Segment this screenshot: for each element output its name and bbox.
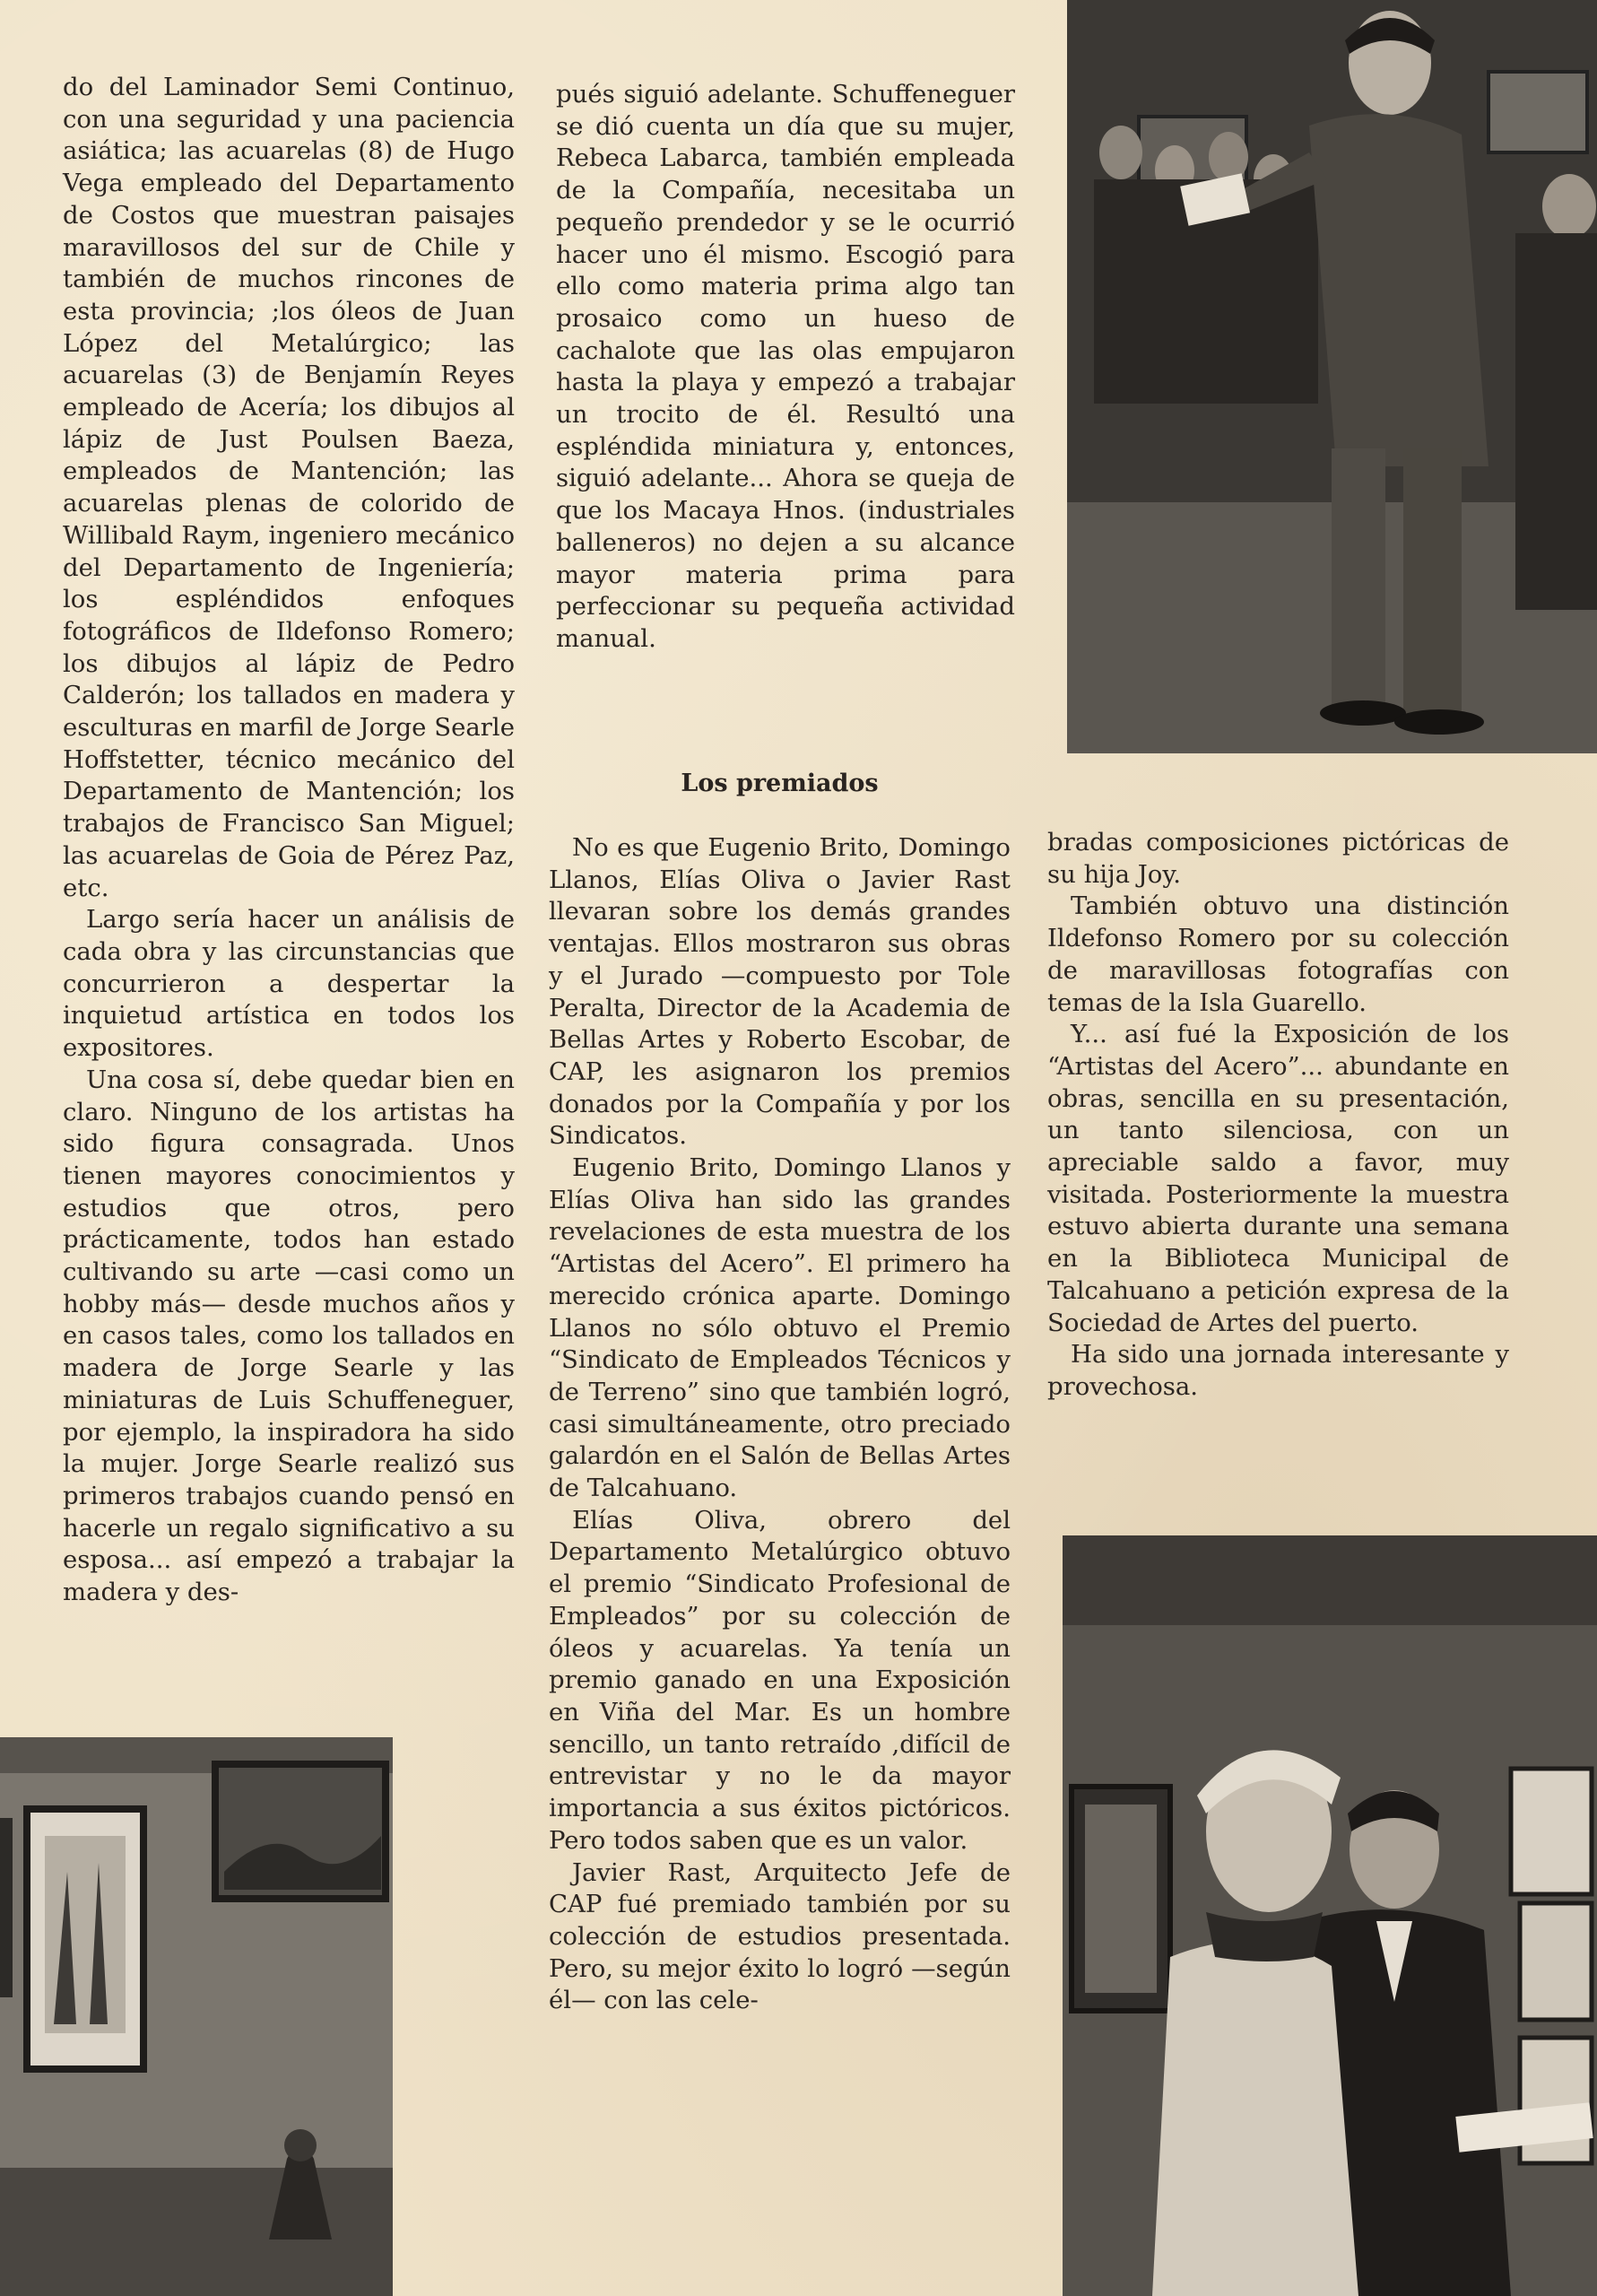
paragraph: Eugenio Brito, Domingo Llanos y Elías Oliva han sido las grandes revelaciones de esta muestra de los “Artistas del Acero”. El primero ha merecido crónica aparte. Domingo Llanos no sólo obtuvo el Premio “Sindicato de Empleados Técnicos y de Terreno” sino que también logró, casi simultáneamente, otro preciado galardón en el Salón de Bellas Artes de Talcahuano. — [549, 1153, 1011, 1503]
photo-visitors-viewing — [1063, 1535, 1597, 2296]
paragraph: Una cosa sí, debe quedar bien en claro. Ninguno de los artistas ha sido figura consagrada. Unos tienen mayores conocimientos y estudios que otros, pero prácticamente, todos han estado cultivando su arte —casi como un hobby más— desde muchos años y en casos tales, como los tallados en madera de Jorge Searle y las miniaturas de Luis Schuffeneguer, por ejemplo, la inspiradora ha sido la mujer. Jorge Searle realizó sus primeros trabajos cuando pensó en hacerle un regalo significativo a su esposa... así empezó a trabajar la madera y des- — [63, 1065, 515, 1607]
paragraph: pués siguió adelante. Schuffeneguer se dió cuenta un día que su mujer, Rebeca Labarca, también empleada de la Compañía, necesitaba un pequeño prendedor y se le ocurrió hacer uno él mismo. Escogió para ello como materia prima algo tan prosaico como un hueso de cachalote que las olas empujaron hasta la playa y empezó a trabajar un trocito de él. Resultó una espléndida miniatura y, entonces, siguió adelante... Ahora se queja de que los Macaya Hnos. (industriales balleneros) no dejen a su alcance mayor materia prima para perfeccionar su pequeña actividad manual. — [556, 80, 1015, 653]
article-column-2-top — [556, 79, 1015, 656]
article-column-1 — [63, 72, 515, 1609]
paragraph: No es que Eugenio Brito, Domingo Llanos, Elías Oliva o Javier Rast llevaran sobre los demás grandes ventajas. Ellos mostraron sus obras y el Jurado —compuesto por Tole Peralta, Director de la Academia de Bellas Artes y Roberto Escobar, de CAP, les asignaron los premios donados por la Compañía y por los Sindicatos. — [549, 833, 1011, 1151]
article-column-2-bottom — [549, 832, 1011, 2017]
article-column-3 — [1047, 827, 1509, 1404]
paragraph: do del Laminador Semi Continuo, con una seguridad y una paciencia asiática; las acuarelas (8) de Hugo Vega empleado del Departamento de Costos que muestran paisajes maravillosos del sur de Chile y también de muchos rincones de esta provincia; ;los óleos de Juan López del Metalúrgico; las acuarelas (3) de Benjamín Reyes empleado de Acería; los dibujos al lápiz de Just Poulsen Baeza, empleados de Mantención; las acuarelas plenas de colorido de Willibald Raym, ingeniero mecánico del Departamento de Ingeniería; los espléndidos enfoques fotográficos de Ildefonso Romero; los dibujos al lápiz de Pedro Calderón; los tallados en madera y esculturas en marfil de Jorge Searle Hoffstetter, técnico mecánico del Departamento de Mantención; los trabajos de Francisco San Miguel; las acuarelas de Goia de Pérez Paz, etc. — [63, 73, 515, 902]
paragraph: Y... así fué la Exposición de los “Artistas del Acero”... abundante en obras, sencilla en su presentación, un tanto silenciosa, con un apreciable saldo a favor, muy visitada. Posteriormente la muestra estuvo abierta durante una semana en la Biblioteca Municipal de Talcahuano a petición expresa de la Sociedad de Artes del puerto. — [1047, 1020, 1509, 1337]
paragraph: Elías Oliva, obrero del Departamento Metalúrgico obtuvo el premio “Sindicato Profesional de Empleados” por su colección de óleos y acuarelas. Ya tenía un premio ganado en una Exposición en Viña del Mar. Es un hombre sencillo, un tanto retraído ,difícil de entrevistar y no le da mayor importancia a sus éxitos pictóricos. Pero todos saben que es un valor. — [549, 1505, 1011, 1855]
photo-speaker-reading — [1067, 0, 1597, 753]
photo-gallery-paintings — [0, 1737, 393, 2296]
section-heading: Los premiados — [681, 770, 879, 797]
paragraph: Javier Rast, Arquitecto Jefe de CAP fué premiado también por su colección de estudios presentada. Pero, su mejor éxito lo logró —según él— con las cele- — [549, 1857, 1011, 2015]
paragraph: bradas composiciones pictóricas de su hija Joy. — [1047, 828, 1509, 889]
paragraph: También obtuvo una distinción Ildefonso Romero por su colección de maravillosas fotografías con temas de la Isla Guarello. — [1047, 891, 1509, 1017]
paragraph: Ha sido una jornada interesante y provechosa. — [1047, 1340, 1509, 1401]
paragraph: Largo sería hacer un análisis de cada obra y las circunstancias que concurrieron a despertar la inquietud artística en todos los expositores. — [63, 905, 515, 1063]
